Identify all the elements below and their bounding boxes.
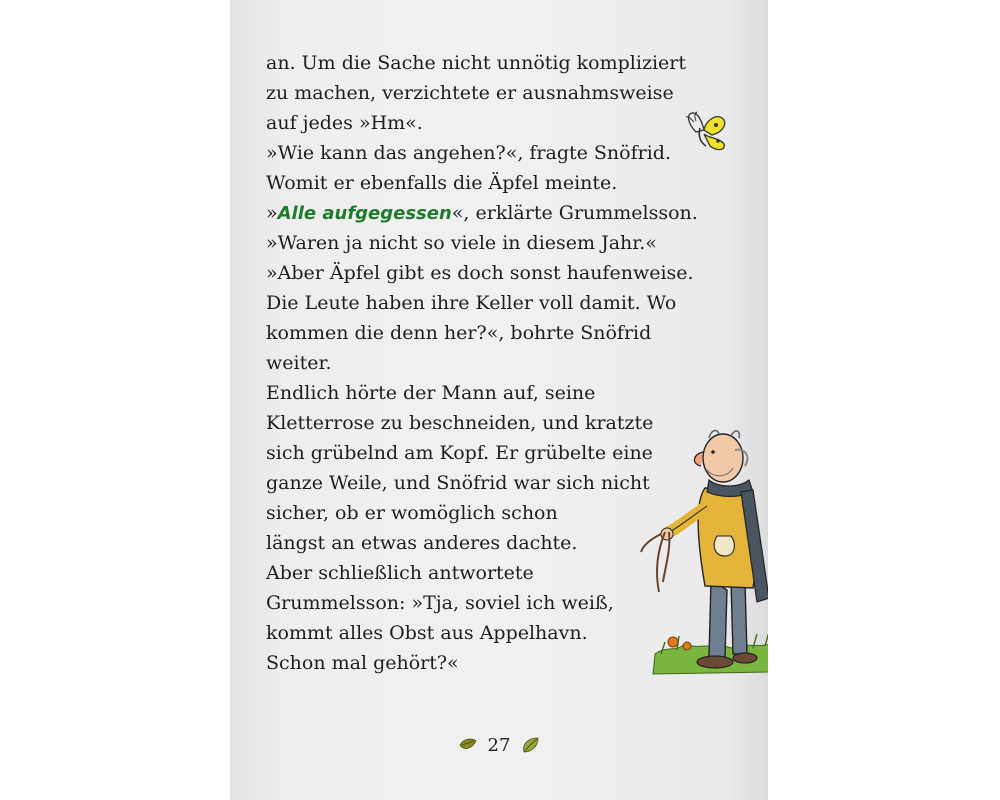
text-line: kommen die denn her?«, bohrte Snöfrid: [266, 322, 652, 344]
page-number: [230, 734, 768, 756]
text-line: an. Um die Sache nicht unnötig kompliziert: [266, 52, 687, 74]
text-line-annotated: [266, 198, 698, 228]
story-text: [266, 48, 698, 678]
text-line: längst an etwas anderes dachte.: [266, 532, 578, 554]
page-number-text: 27: [487, 734, 511, 756]
text-line: Aber schließlich antwortete: [266, 562, 534, 584]
text-line: »Waren ja nicht so viele in diesem Jahr.«: [266, 232, 657, 254]
book-page: [230, 0, 768, 800]
text-line: Womit er ebenfalls die Äpfel meinte.: [266, 172, 618, 194]
text-line: Kletterrose zu beschneiden, und kratzte: [266, 412, 654, 434]
text-line: »Wie kann das angehen?«, fragte Snöfrid.: [266, 142, 672, 164]
leaf-ornament-icon: [520, 736, 540, 754]
text-line: Die Leute haben ihre Keller voll damit. Wo: [266, 292, 677, 314]
text-line: »Aber Äpfel gibt es doch sonst haufenweise.: [266, 262, 694, 284]
text-line: kommt alles Obst aus Appelhavn.: [266, 622, 588, 644]
quote-open: »: [266, 202, 278, 224]
text-line: Endlich hörte der Mann auf, seine: [266, 382, 596, 404]
text-line: Grummelsson: »Tja, soviel ich weiß,: [266, 592, 614, 614]
text-line: zu machen, verzichtete er ausnahmsweise: [266, 82, 674, 104]
leaf-ornament-icon: [458, 737, 478, 753]
butterfly-illustration: [682, 110, 734, 156]
text-line: sicher, ob er womöglich schon: [266, 502, 558, 524]
text-line: ganze Weile, und Snöfrid war sich nicht: [266, 472, 650, 494]
quote-rest: «, erklärte Grummelsson.: [451, 202, 698, 224]
text-line: Schon mal gehört?«: [266, 652, 459, 674]
text-line: weiter.: [266, 352, 332, 374]
handwritten-annotation: Alle aufgegessen: [277, 203, 452, 224]
old-man-gardener-illustration: [635, 422, 768, 690]
text-line: sich grübelnd am Kopf. Er grübelte eine: [266, 442, 653, 464]
text-line: auf jedes »Hm«.: [266, 112, 423, 134]
